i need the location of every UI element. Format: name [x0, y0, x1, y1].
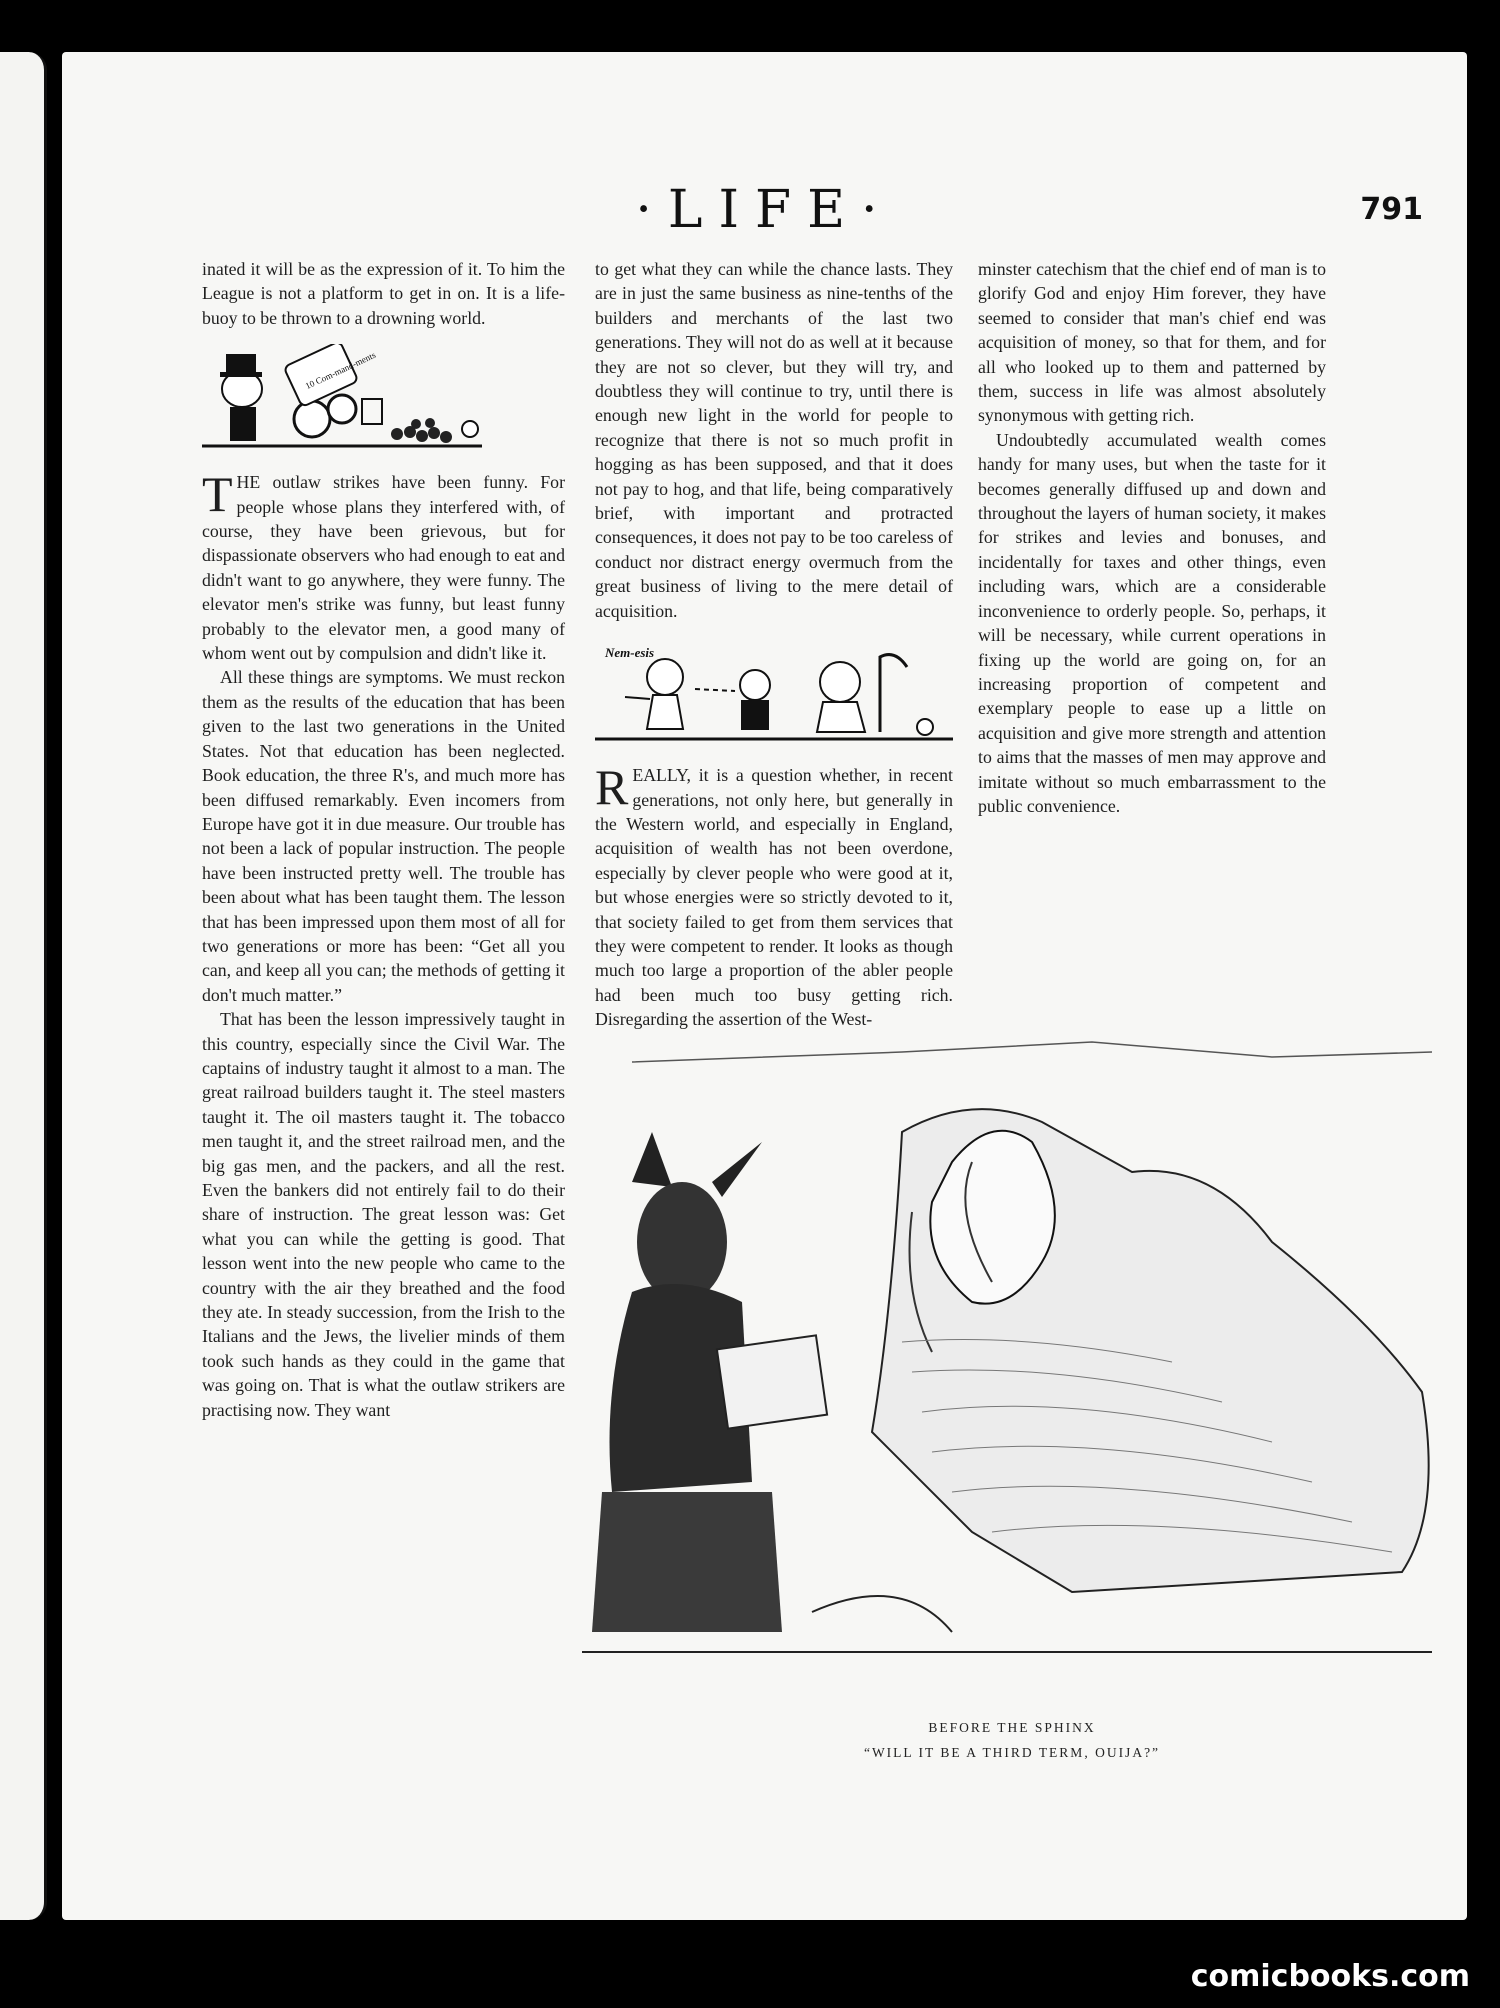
- page-number: 791: [1360, 192, 1423, 227]
- vignette-sign-text: 10 Com-mand-ments: [303, 350, 378, 392]
- masthead-title: ·LIFE·: [635, 180, 894, 240]
- text-column-3: [978, 257, 1326, 818]
- nemesis-cartoon-vignette: [595, 637, 953, 747]
- paragraph: REALLY, it is a question whether, in recent generations, not only here, but generally in the Western world, and especially in England, acquisition of wealth has not been overdone, especially by clever people who were good at it, but whose energies were so strictly devoted to it, that society failed to get from them services that they were competent to render. It looks as though much too large a proportion of the abler people had been much too busy getting rich. Disregarding the assertion of the West-: [595, 759, 953, 1030]
- paragraph: to get what they can while the chance lasts. They are in just the same business as nine-tenths of the builders and merchants of the last two generations. They will not do as well at it because they are not so clever, but they will try, and doubtless they will continue to try, until there is enough new light in the world for people to recognize that there is not so much profit in hogging as has been supposed, and that it does not pay to hog, and that life, being comparatively brief, with important and protracted consequences, it does not pay to be too careless of conduct nor distract energy overmuch from the great business of living to the mere detail of acquisition.: [595, 259, 953, 621]
- commandments-cartoon-vignette: [202, 344, 565, 454]
- illustration-caption-title: BEFORE THE SPHINX: [928, 1720, 1096, 1735]
- text-column-1: [202, 257, 565, 1422]
- paragraph: THE outlaw strikes have been funny. For people whose plans they interfered with, of course, they have been grievous, but for dispassionate observers who had enough to eat and didn't want to go anywhere, they were funny. The elevator men's strike was funny, but least funny probably to the elevator men, a good many of whom went out by compulsion and didn't like it.: [202, 466, 565, 664]
- facing-page-edge: [0, 52, 47, 1920]
- sphinx-illustration: [572, 1012, 1452, 1692]
- illustration-caption-quote: “WILL IT BE A THIRD TERM, OUIJA?”: [863, 1745, 1161, 1760]
- nemesis-label: Nem-esis: [605, 645, 655, 661]
- site-watermark: comicbooks.com: [1190, 1959, 1470, 1994]
- text-column-2: [595, 257, 953, 1032]
- paragraph: minster catechism that the chief end of man is to glorify God and enjoy Him forever, they have seemed to consider that man's chief end was acquisition of money, so that for them, and for all who looked up to them and patterned by them, success in life was almost absolutely synonymous with getting rich.: [978, 259, 1326, 426]
- paragraph: That has been the lesson impressively taught in this country, especially since the Civil War. The captains of industry taught it almost to a man. The great railroad builders taught it. The steel masters taught it. The oil masters taught it. The tobacco men taught it, and the street railroad men, and the big gas men, and the packers, and all the rest. Even the bankers did not entirely fail to do their share of instruction. The great lesson was: Get what you can while the getting is good. That lesson went into the new people who came to the country with the air they breathed and the food they ate. In steady succession, from the Irish to the Italians and the Jews, the livelier minds of them took such hands as they could in the game that was going on. That is what the outlaw strikers are practising now. They want: [202, 1009, 565, 1420]
- paragraph: All these things are symptoms. We must reckon them as the results of the education that has been given to the last two generations in the United States. Not that education has been neglected. Book education, the three R's, and much more has been diffused remarkably. Even incomers from Europe have got it in due measure. Our trouble has not been a lack of popular instruction. The people have been instructed pretty well. The trouble has been about what has been taught them. The lesson that has been impressed upon them most of all for two generations or more has been: “Get all you can, and keep all you can; the methods of getting it don't much matter.”: [202, 667, 565, 1005]
- paragraph: inated it will be as the expression of it. To him the League is not a platform to get in on. It is a life-buoy to be thrown to a drowning world.: [202, 259, 565, 328]
- paragraph: Undoubtedly accumulated wealth comes handy for many uses, but when the taste for it becomes generally diffused up and down and throughout the layers of human society, it makes for strikes and levies and bonuses, and incidentally for taxes and other things, even including wars, which are a considerable inconvenience to orderly people. So, perhaps, it will be necessary, while current operations in fixing up the world are going on, for an increasing proportion of competent and exemplary people to ease up a little on acquisition and give more strength and attention to aims that the masses of men may approve and imitate without so much embarrassment to the public convenience.: [978, 429, 1326, 816]
- magazine-page: [62, 52, 1467, 1920]
